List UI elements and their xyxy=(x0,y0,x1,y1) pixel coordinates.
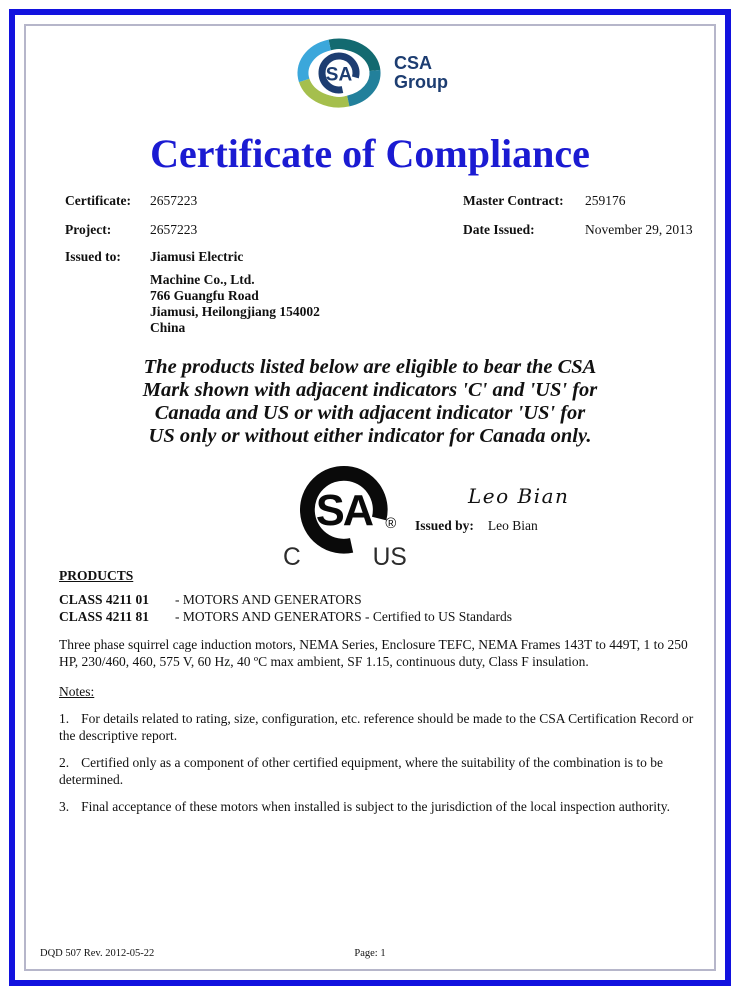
note-text: For details related to rating, size, configuration, etc. reference should be made to the CSA Certification Record or the descriptive report. xyxy=(59,711,694,743)
certificate-label: Certificate: xyxy=(65,193,131,208)
issued-by-row xyxy=(415,518,538,534)
class-description: - MOTORS AND GENERATORS - Certified to US Standards xyxy=(175,608,513,624)
class-code: CLASS 4211 81 xyxy=(59,608,150,624)
csa-group-sphere-icon xyxy=(292,34,386,112)
product-class-row xyxy=(59,609,699,626)
issued-to-name: Jiamusi Electric xyxy=(150,249,244,264)
csa-group-logo xyxy=(0,34,740,112)
class-code: CLASS 4211 01 xyxy=(59,592,150,607)
statement-line: Canada and US or with adjacent indicator 'US' for xyxy=(154,402,586,424)
date-issued-label: Date Issued: xyxy=(463,222,535,237)
note-text: Final acceptance of these motors when installed is subject to the jurisdiction of the local inspection authority. xyxy=(81,799,670,814)
note-text: Certified only as a component of other certified equipment, where the suitability of the combination is to be determined. xyxy=(59,755,663,787)
address-line: 766 Guangfu Road xyxy=(150,288,259,303)
product-class-row xyxy=(59,592,699,609)
document-reference: DQD 507 Rev. 2012-05-22 xyxy=(40,948,155,959)
date-issued-value: November 29, 2013 xyxy=(585,222,693,237)
signature: Leo Bian xyxy=(468,484,570,508)
note-item xyxy=(59,710,699,744)
statement-line: Mark shown with adjacent indicators 'C' and 'US' for xyxy=(142,379,598,401)
note-number: 1. xyxy=(59,711,70,726)
products-heading: PRODUCTS xyxy=(59,568,134,583)
certificate-value: 2657223 xyxy=(150,193,198,208)
page-number: Page: 1 xyxy=(354,948,386,959)
logo-org-sub: Group xyxy=(394,72,448,92)
project-label: Project: xyxy=(65,222,112,237)
products-section xyxy=(59,568,699,815)
issued-to-address xyxy=(150,272,320,336)
issued-by-label: Issued by: xyxy=(415,518,474,533)
master-contract-value: 259176 xyxy=(585,193,626,208)
logo-monogram: SA xyxy=(325,64,353,86)
registered-trademark-icon: ® xyxy=(385,515,397,532)
statement-line: US only or without either indicator for Canada only. xyxy=(148,425,592,447)
note-number: 3. xyxy=(59,799,70,814)
issued-by-name: Leo Bian xyxy=(487,518,538,533)
note-item xyxy=(59,798,699,815)
address-line: Jiamusi, Heilongjiang 154002 xyxy=(150,304,320,319)
note-item xyxy=(59,754,699,788)
csa-group-wordmark xyxy=(394,54,448,92)
notes-heading: Notes: xyxy=(59,684,95,699)
master-contract-label: Master Contract: xyxy=(463,193,564,208)
csa-certification-mark-icon xyxy=(281,464,409,570)
address-line: Machine Co., Ltd. xyxy=(150,272,255,287)
page-title: Certificate of Compliance xyxy=(150,131,590,176)
project-value: 2657223 xyxy=(150,222,198,237)
mark-indicator-us: US xyxy=(372,544,407,570)
eligibility-statement xyxy=(0,356,740,448)
note-number: 2. xyxy=(59,755,70,770)
logo-org: CSA xyxy=(394,53,433,74)
class-description: - MOTORS AND GENERATORS xyxy=(175,592,362,607)
issued-to-label: Issued to: xyxy=(65,249,121,264)
mark-indicator-c: C xyxy=(282,544,301,570)
product-description: Three phase squirrel cage induction motors, NEMA Series, Enclosure TEFC, NEMA Frames 143T to 449T, 1 to 250 HP, 230/460, 460, 575 V, 60 Hz, 40 ºC max ambient, SF 1.15, continuous duty, Class F insulation. xyxy=(59,637,688,669)
mark-monogram: SA xyxy=(315,486,373,535)
statement-line: The products listed below are eligible to bear the CSA xyxy=(143,356,597,378)
address-line: China xyxy=(150,320,186,335)
